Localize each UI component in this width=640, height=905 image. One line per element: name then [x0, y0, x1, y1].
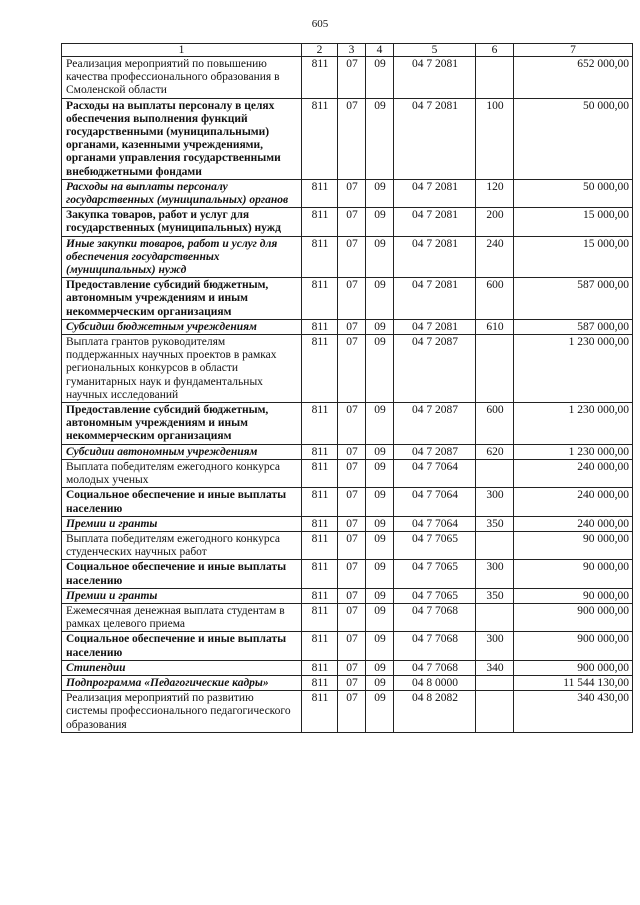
row-grbs-cell: 811 — [302, 531, 338, 559]
table-row — [62, 236, 633, 278]
table-row — [62, 691, 633, 733]
row-name-cell: Выплата победителям ежегодного конкурса молодых ученых — [62, 459, 302, 487]
row-grbs-cell: 811 — [302, 179, 338, 207]
row-target-article-cell: 04 7 2087 — [394, 444, 476, 459]
row-expense-type-cell — [476, 675, 514, 690]
row-subsection-cell: 09 — [366, 675, 394, 690]
row-section-cell: 07 — [338, 98, 366, 179]
row-subsection-cell: 09 — [366, 488, 394, 516]
row-section-cell: 07 — [338, 403, 366, 445]
row-target-article-cell: 04 7 7065 — [394, 531, 476, 559]
row-subsection-cell: 09 — [366, 531, 394, 559]
table-row — [62, 488, 633, 516]
row-name-cell: Расходы на выплаты персоналу государственных (муниципальных) органов — [62, 179, 302, 207]
header-cell-2: 2 — [302, 44, 338, 57]
row-section-cell: 07 — [338, 278, 366, 320]
row-section-cell: 07 — [338, 444, 366, 459]
row-subsection-cell: 09 — [366, 588, 394, 603]
row-target-article-cell: 04 7 2081 — [394, 236, 476, 278]
row-grbs-cell: 811 — [302, 516, 338, 531]
row-subsection-cell: 09 — [366, 335, 394, 403]
row-sum-cell: 900 000,00 — [514, 603, 633, 631]
row-subsection-cell: 09 — [366, 57, 394, 99]
row-target-article-cell: 04 7 2087 — [394, 335, 476, 403]
row-sum-cell: 50 000,00 — [514, 98, 633, 179]
row-expense-type-cell: 610 — [476, 319, 514, 334]
row-expense-type-cell: 200 — [476, 208, 514, 236]
row-name-cell: Выплата грантов руководителям поддержанных научных проектов в рамках региональных конкурсов в области гуманитарных наук и фундаментальных научных исследований — [62, 335, 302, 403]
row-expense-type-cell: 600 — [476, 278, 514, 320]
row-section-cell: 07 — [338, 531, 366, 559]
row-expense-type-cell: 120 — [476, 179, 514, 207]
table-row — [62, 516, 633, 531]
row-expense-type-cell: 620 — [476, 444, 514, 459]
row-grbs-cell: 811 — [302, 319, 338, 334]
row-section-cell: 07 — [338, 632, 366, 660]
table-row — [62, 675, 633, 690]
table-row — [62, 632, 633, 660]
row-name-cell: Стипендии — [62, 660, 302, 675]
header-cell-7: 7 — [514, 44, 633, 57]
row-name-cell: Выплата победителям ежегодного конкурса студенческих научных работ — [62, 531, 302, 559]
row-sum-cell: 15 000,00 — [514, 208, 633, 236]
row-section-cell: 07 — [338, 660, 366, 675]
table-row — [62, 459, 633, 487]
row-target-article-cell: 04 7 7064 — [394, 459, 476, 487]
row-target-article-cell: 04 7 2081 — [394, 179, 476, 207]
header-cell-5: 5 — [394, 44, 476, 57]
row-grbs-cell: 811 — [302, 488, 338, 516]
row-subsection-cell: 09 — [366, 632, 394, 660]
row-sum-cell: 50 000,00 — [514, 179, 633, 207]
row-section-cell: 07 — [338, 179, 366, 207]
row-grbs-cell: 811 — [302, 444, 338, 459]
row-name-cell: Субсидии бюджетным учреждениям — [62, 319, 302, 334]
row-grbs-cell: 811 — [302, 459, 338, 487]
row-sum-cell: 240 000,00 — [514, 459, 633, 487]
row-sum-cell: 587 000,00 — [514, 278, 633, 320]
row-name-cell: Социальное обеспечение и иные выплаты населению — [62, 560, 302, 588]
row-grbs-cell: 811 — [302, 403, 338, 445]
row-section-cell: 07 — [338, 516, 366, 531]
row-name-cell: Реализация мероприятий по развитию системы профессионального педагогического образования — [62, 691, 302, 733]
table-row — [62, 588, 633, 603]
row-grbs-cell: 811 — [302, 675, 338, 690]
row-expense-type-cell: 240 — [476, 236, 514, 278]
row-expense-type-cell: 100 — [476, 98, 514, 179]
row-subsection-cell: 09 — [366, 319, 394, 334]
row-section-cell: 07 — [338, 603, 366, 631]
row-subsection-cell: 09 — [366, 236, 394, 278]
row-expense-type-cell — [476, 603, 514, 631]
row-name-cell: Премии и гранты — [62, 516, 302, 531]
row-sum-cell: 1 230 000,00 — [514, 403, 633, 445]
row-grbs-cell: 811 — [302, 588, 338, 603]
row-subsection-cell: 09 — [366, 278, 394, 320]
row-target-article-cell: 04 7 2081 — [394, 98, 476, 179]
row-section-cell: 07 — [338, 691, 366, 733]
header-cell-1: 1 — [62, 44, 302, 57]
row-grbs-cell: 811 — [302, 691, 338, 733]
row-grbs-cell: 811 — [302, 335, 338, 403]
row-name-cell: Закупка товаров, работ и услуг для государственных (муниципальных) нужд — [62, 208, 302, 236]
page-number: 605 — [311, 18, 329, 30]
row-section-cell: 07 — [338, 236, 366, 278]
row-section-cell: 07 — [338, 459, 366, 487]
header-cell-6: 6 — [476, 44, 514, 57]
row-subsection-cell: 09 — [366, 660, 394, 675]
row-sum-cell: 240 000,00 — [514, 516, 633, 531]
row-subsection-cell: 09 — [366, 179, 394, 207]
row-name-cell: Ежемесячная денежная выплата студентам в рамках целевого приема — [62, 603, 302, 631]
row-expense-type-cell: 300 — [476, 560, 514, 588]
table-row — [62, 335, 633, 403]
row-name-cell: Иные закупки товаров, работ и услуг для обеспечения государственных (муниципальных) нужд — [62, 236, 302, 278]
row-name-cell: Реализация мероприятий по повышению качества профессионального образования в Смоленской области — [62, 57, 302, 99]
row-subsection-cell: 09 — [366, 691, 394, 733]
row-expense-type-cell — [476, 691, 514, 733]
row-sum-cell: 1 230 000,00 — [514, 444, 633, 459]
row-section-cell: 07 — [338, 319, 366, 334]
row-sum-cell: 90 000,00 — [514, 588, 633, 603]
row-name-cell: Предоставление субсидий бюджетным, автономным учреждениям и иным некоммерческим организациям — [62, 278, 302, 320]
row-grbs-cell: 811 — [302, 278, 338, 320]
row-sum-cell: 340 430,00 — [514, 691, 633, 733]
row-name-cell: Расходы на выплаты персоналу в целях обеспечения выполнения функций государственными (муниципальными) органами, казенными учреждениями, органами управления государственными внебюджетными фондами — [62, 98, 302, 179]
row-subsection-cell: 09 — [366, 444, 394, 459]
row-section-cell: 07 — [338, 488, 366, 516]
row-expense-type-cell — [476, 531, 514, 559]
row-name-cell: Социальное обеспечение и иные выплаты населению — [62, 632, 302, 660]
table-row — [62, 603, 633, 631]
row-target-article-cell: 04 7 7065 — [394, 588, 476, 603]
row-grbs-cell: 811 — [302, 660, 338, 675]
row-target-article-cell: 04 7 7068 — [394, 603, 476, 631]
row-grbs-cell: 811 — [302, 57, 338, 99]
row-sum-cell: 15 000,00 — [514, 236, 633, 278]
table-row — [62, 660, 633, 675]
row-target-article-cell: 04 7 7064 — [394, 516, 476, 531]
row-subsection-cell: 09 — [366, 403, 394, 445]
row-expense-type-cell: 350 — [476, 588, 514, 603]
table-row — [62, 531, 633, 559]
row-expense-type-cell — [476, 459, 514, 487]
row-subsection-cell: 09 — [366, 98, 394, 179]
row-grbs-cell: 811 — [302, 208, 338, 236]
row-sum-cell: 652 000,00 — [514, 57, 633, 99]
row-name-cell: Подпрограмма «Педагогические кадры» — [62, 675, 302, 690]
header-cell-3: 3 — [338, 44, 366, 57]
row-sum-cell: 1 230 000,00 — [514, 335, 633, 403]
row-target-article-cell: 04 8 2082 — [394, 691, 476, 733]
row-target-article-cell: 04 7 7068 — [394, 660, 476, 675]
row-sum-cell: 900 000,00 — [514, 660, 633, 675]
row-name-cell: Субсидии автономным учреждениям — [62, 444, 302, 459]
row-section-cell: 07 — [338, 57, 366, 99]
row-expense-type-cell — [476, 57, 514, 99]
row-expense-type-cell: 600 — [476, 403, 514, 445]
row-target-article-cell: 04 7 2087 — [394, 403, 476, 445]
row-subsection-cell: 09 — [366, 603, 394, 631]
row-sum-cell: 240 000,00 — [514, 488, 633, 516]
row-grbs-cell: 811 — [302, 603, 338, 631]
table-row — [62, 208, 633, 236]
row-target-article-cell: 04 7 2081 — [394, 208, 476, 236]
table-row — [62, 278, 633, 320]
row-expense-type-cell: 350 — [476, 516, 514, 531]
row-sum-cell: 90 000,00 — [514, 531, 633, 559]
row-expense-type-cell: 300 — [476, 632, 514, 660]
row-expense-type-cell — [476, 335, 514, 403]
table-row — [62, 403, 633, 445]
row-grbs-cell: 811 — [302, 560, 338, 588]
row-sum-cell: 587 000,00 — [514, 319, 633, 334]
row-subsection-cell: 09 — [366, 560, 394, 588]
row-sum-cell: 900 000,00 — [514, 632, 633, 660]
row-target-article-cell: 04 7 2081 — [394, 319, 476, 334]
table-body — [62, 57, 633, 733]
row-name-cell: Социальное обеспечение и иные выплаты населению — [62, 488, 302, 516]
table-row — [62, 560, 633, 588]
table-row — [62, 98, 633, 179]
row-subsection-cell: 09 — [366, 516, 394, 531]
row-subsection-cell: 09 — [366, 459, 394, 487]
row-target-article-cell: 04 7 2081 — [394, 57, 476, 99]
row-target-article-cell: 04 7 2081 — [394, 278, 476, 320]
row-name-cell: Предоставление субсидий бюджетным, автономным учреждениям и иным некоммерческим организациям — [62, 403, 302, 445]
table-row — [62, 179, 633, 207]
row-expense-type-cell: 300 — [476, 488, 514, 516]
table-row — [62, 444, 633, 459]
row-expense-type-cell: 340 — [476, 660, 514, 675]
header-row — [62, 44, 633, 57]
row-subsection-cell: 09 — [366, 208, 394, 236]
table-row — [62, 57, 633, 99]
row-target-article-cell: 04 7 7064 — [394, 488, 476, 516]
row-grbs-cell: 811 — [302, 236, 338, 278]
row-sum-cell: 11 544 130,00 — [514, 675, 633, 690]
row-section-cell: 07 — [338, 208, 366, 236]
table-row — [62, 319, 633, 334]
budget-table — [61, 43, 633, 733]
row-grbs-cell: 811 — [302, 98, 338, 179]
row-grbs-cell: 811 — [302, 632, 338, 660]
row-sum-cell: 90 000,00 — [514, 560, 633, 588]
row-name-cell: Премии и гранты — [62, 588, 302, 603]
row-section-cell: 07 — [338, 588, 366, 603]
header-cell-4: 4 — [366, 44, 394, 57]
row-target-article-cell: 04 7 7065 — [394, 560, 476, 588]
row-section-cell: 07 — [338, 560, 366, 588]
row-section-cell: 07 — [338, 335, 366, 403]
row-section-cell: 07 — [338, 675, 366, 690]
row-target-article-cell: 04 7 7068 — [394, 632, 476, 660]
row-target-article-cell: 04 8 0000 — [394, 675, 476, 690]
